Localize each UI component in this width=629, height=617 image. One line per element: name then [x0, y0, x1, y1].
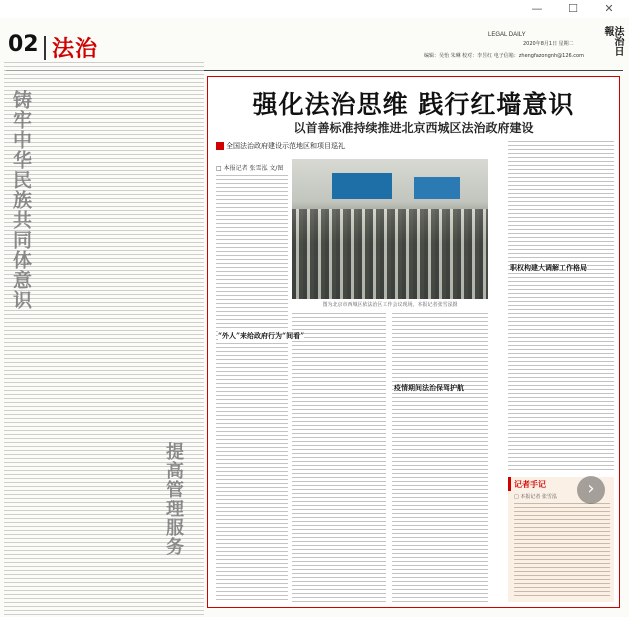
article-byline: □ 本报记者 张雪泓 文/图: [216, 165, 284, 172]
photo-audience: [292, 209, 488, 299]
left-column-articles: [0, 62, 205, 617]
paper-logo: 法治日報: [602, 26, 623, 56]
notes-accent: [508, 477, 511, 491]
meeting-photo: [292, 159, 488, 299]
window-titlebar: [0, 0, 629, 19]
notes-body-text: [514, 503, 610, 599]
article-subhead: 以首善标准持续推进北京西城区法治政府建设: [293, 121, 534, 135]
close-button[interactable]: ✕: [604, 2, 614, 15]
series-title-text: 全国法治政府建设示范地区和项目巡礼: [226, 142, 345, 150]
editor-credits: 编辑：吴怡 朱琳 校对：李昱红 电子信箱：zhengfazongnh@126.com: [424, 53, 584, 59]
article-headline: 强化法治思维 践行红墙意识: [252, 90, 575, 119]
series-mark-icon: [216, 142, 224, 150]
subheading-2: 疫情期间法治保驾护航: [394, 383, 464, 392]
series-title: [216, 141, 416, 151]
page-number: 02: [8, 32, 39, 57]
article-column-3: [392, 313, 488, 603]
newspaper-page: [0, 18, 629, 617]
featured-article[interactable]: [207, 76, 620, 608]
notes-byline: □ 本报记者 张雪泓: [514, 494, 557, 500]
section-title: 法治: [52, 36, 99, 62]
maximize-button[interactable]: ☐: [568, 2, 578, 15]
subheading-1: “外人”来给政府行为“间看”: [218, 331, 305, 340]
photo-caption: 图为北京市西城区依法治区工作会议现场。本报记者张雪泓摄: [322, 302, 458, 308]
paper-english-name: LEGAL DAILY: [488, 32, 526, 38]
photo-screen: [332, 173, 392, 199]
article-column-1: [216, 175, 288, 600]
next-page-arrow-icon[interactable]: ›: [577, 476, 605, 504]
subheading-3: 职权构建大调解工作格局: [510, 263, 587, 272]
left-vertical-headline: 铸牢中华民族共同体意识: [10, 90, 32, 310]
photo-screen-2: [414, 177, 460, 199]
article-column-2: [292, 313, 386, 603]
header-divider: [44, 36, 46, 60]
left-vertical-headline-2: 提高管理服务: [163, 442, 184, 556]
notes-title: 记者手记: [514, 479, 546, 489]
minimize-button[interactable]: —: [531, 2, 543, 15]
issue-date: 2020年8月1日 星期二: [523, 41, 574, 47]
article-column-4: [508, 141, 614, 471]
